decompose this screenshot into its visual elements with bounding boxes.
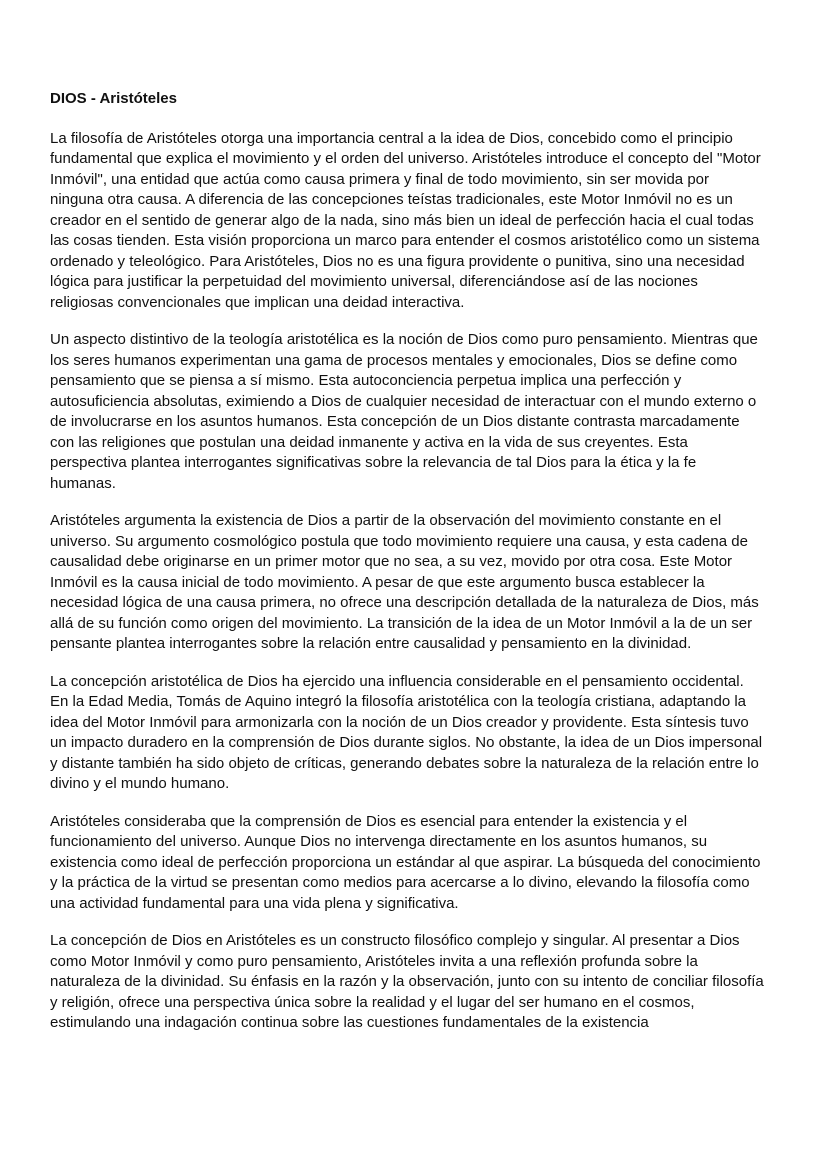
text-line: La concepción de Dios en Aristóteles es un constructo filosófico complejo y singular. Al presentar a Dios bbox=[50, 932, 740, 949]
text-line: necesidad lógica de una causa primera, no ofrece una descripción detallada de la naturaleza de Dios, más bbox=[50, 594, 759, 611]
text-line: y religión, ofrece una perspectiva única sobre la realidad y el lugar del ser humano en el cosmos, bbox=[50, 993, 695, 1011]
text-line: un impacto duradero en la comprensión de Dios durante siglos. No obstante, la idea de un Dios impersonal bbox=[50, 734, 763, 751]
text-line: autosuficiencia absolutas, eximiendo a Dios de cualquier necesidad de interactuar con el mundo externo o bbox=[50, 392, 757, 410]
text-line: Inmóvil", una entidad que actúa como causa primera y final de todo movimiento, sin ser movida por bbox=[50, 170, 709, 188]
text-line: ordenado y teleológico. Para Aristóteles, Dios no es una figura providente o punitiva, sino una necesidad bbox=[50, 252, 745, 270]
text-line: los seres humanos experimentan una gama de procesos mentales y emocionales, Dios se define como bbox=[50, 351, 738, 369]
text-line: fundamental que explica el movimiento y el orden del universo. Aristóteles introduce el concepto del "Motor bbox=[50, 150, 761, 167]
paragraph bbox=[50, 812, 810, 915]
text-line: En la Edad Media, Tomás de Aquino integró la filosofía aristotélica con la teología cristiana, adaptando la bbox=[50, 693, 746, 710]
text-line: Inmóvil es la causa inicial de todo movimiento. A pesar de que este argumento busca establecer la bbox=[50, 573, 705, 591]
text-line: Un aspecto distintivo de la teología aristotélica es la noción de Dios como puro pensamiento. Mientras que bbox=[50, 331, 758, 348]
text-line: las cosas tienden. Esta visión proporciona un marco para entender el cosmos aristotélico como un sistema bbox=[50, 232, 760, 249]
text-line: perspectiva plantea interrogantes significativas sobre la relevancia de tal Dios para la ética y la fe bbox=[50, 454, 697, 471]
text-line: divino y el mundo humano. bbox=[50, 775, 230, 792]
text-line: de involucrarse en los asuntos humanos. Esta concepción de un Dios distante contrasta marcadamente bbox=[50, 413, 740, 430]
text-line: universo. Su argumento cosmológico postula que todo movimiento requiere una causa, y esta cadena de bbox=[50, 532, 748, 550]
text-line: causalidad debe originarse en un primer motor que no sea, a su vez, movido por otra cosa. Este Motor bbox=[50, 553, 733, 570]
text-line: religiosas convencionales que implican una deidad interactiva. bbox=[50, 293, 465, 311]
text-line: ninguna otra causa. A diferencia de las concepciones teístas tradicionales, este Motor Inmóvil no es un bbox=[50, 191, 733, 208]
paragraph bbox=[50, 511, 810, 655]
text-line: pensamiento que se piensa a sí mismo. Esta autoconciencia perpetua implica una perfección y bbox=[50, 372, 682, 389]
text-line: existencia como ideal de perfección proporciona un estándar al que aspirar. La búsqueda del conocimiento bbox=[50, 853, 761, 871]
text-line: creador en el sentido de generar algo de la nada, sino más bien un ideal de perfección hacia el cual todas bbox=[50, 211, 754, 229]
document-page bbox=[50, 89, 810, 1051]
text-line: naturaleza de la divinidad. Su énfasis en la razón y la observación, junto con su intento de conciliar filosofía bbox=[50, 973, 764, 990]
text-line: con las religiones que postulan una deidad inmanente y activa en la vida de sus creyentes. Esta bbox=[50, 433, 688, 451]
text-line: lógica para justificar la perpetuidad del movimiento universal, diferenciándose así de las nociones bbox=[50, 273, 698, 290]
paragraph bbox=[50, 931, 810, 1034]
text-line: Aristóteles consideraba que la comprensión de Dios es esencial para entender la existencia y el bbox=[50, 812, 688, 830]
text-line: humanas. bbox=[50, 474, 116, 492]
document-body bbox=[50, 129, 810, 1034]
paragraph bbox=[50, 330, 810, 494]
text-line: La filosofía de Aristóteles otorga una importancia central a la idea de Dios, concebido como el principio bbox=[50, 129, 733, 147]
text-line: y la práctica de la virtud se presentan como medios para acercarse a lo divino, elevando la filosofía como bbox=[50, 874, 750, 891]
paragraph bbox=[50, 672, 810, 795]
text-line: y distante también ha sido objeto de críticas, generando debates sobre la naturaleza de la relación entre lo bbox=[50, 754, 759, 772]
paragraph bbox=[50, 129, 810, 314]
text-line: idea del Motor Inmóvil para armonizarla con la noción de un Dios creador y providente. Esta síntesis tuvo bbox=[50, 713, 749, 731]
document-title: DIOS - Aristóteles bbox=[50, 90, 177, 107]
text-line: pensante plantea interrogantes sobre la relación entre causalidad y pensamiento en la divinidad. bbox=[50, 635, 692, 652]
text-line: como Motor Inmóvil y como puro pensamiento, Aristóteles invita a una reflexión profunda sobre la bbox=[50, 952, 698, 970]
text-line: La concepción aristotélica de Dios ha ejercido una influencia considerable en el pensamiento occidental. bbox=[50, 672, 744, 690]
text-line: Aristóteles argumenta la existencia de Dios a partir de la observación del movimiento constante en el bbox=[50, 512, 722, 529]
text-line: una actividad fundamental para una vida plena y significativa. bbox=[50, 894, 459, 912]
text-line: allá de su función como origen del movimiento. La transición de la idea de un Motor Inmóvil a la de un ser bbox=[50, 614, 753, 632]
text-line: estimulando una indagación continua sobre las cuestiones fundamentales de la existencia bbox=[50, 1014, 649, 1031]
text-line: funcionamiento del universo. Aunque Dios no intervenga directamente en los asuntos humanos, su bbox=[50, 833, 708, 850]
